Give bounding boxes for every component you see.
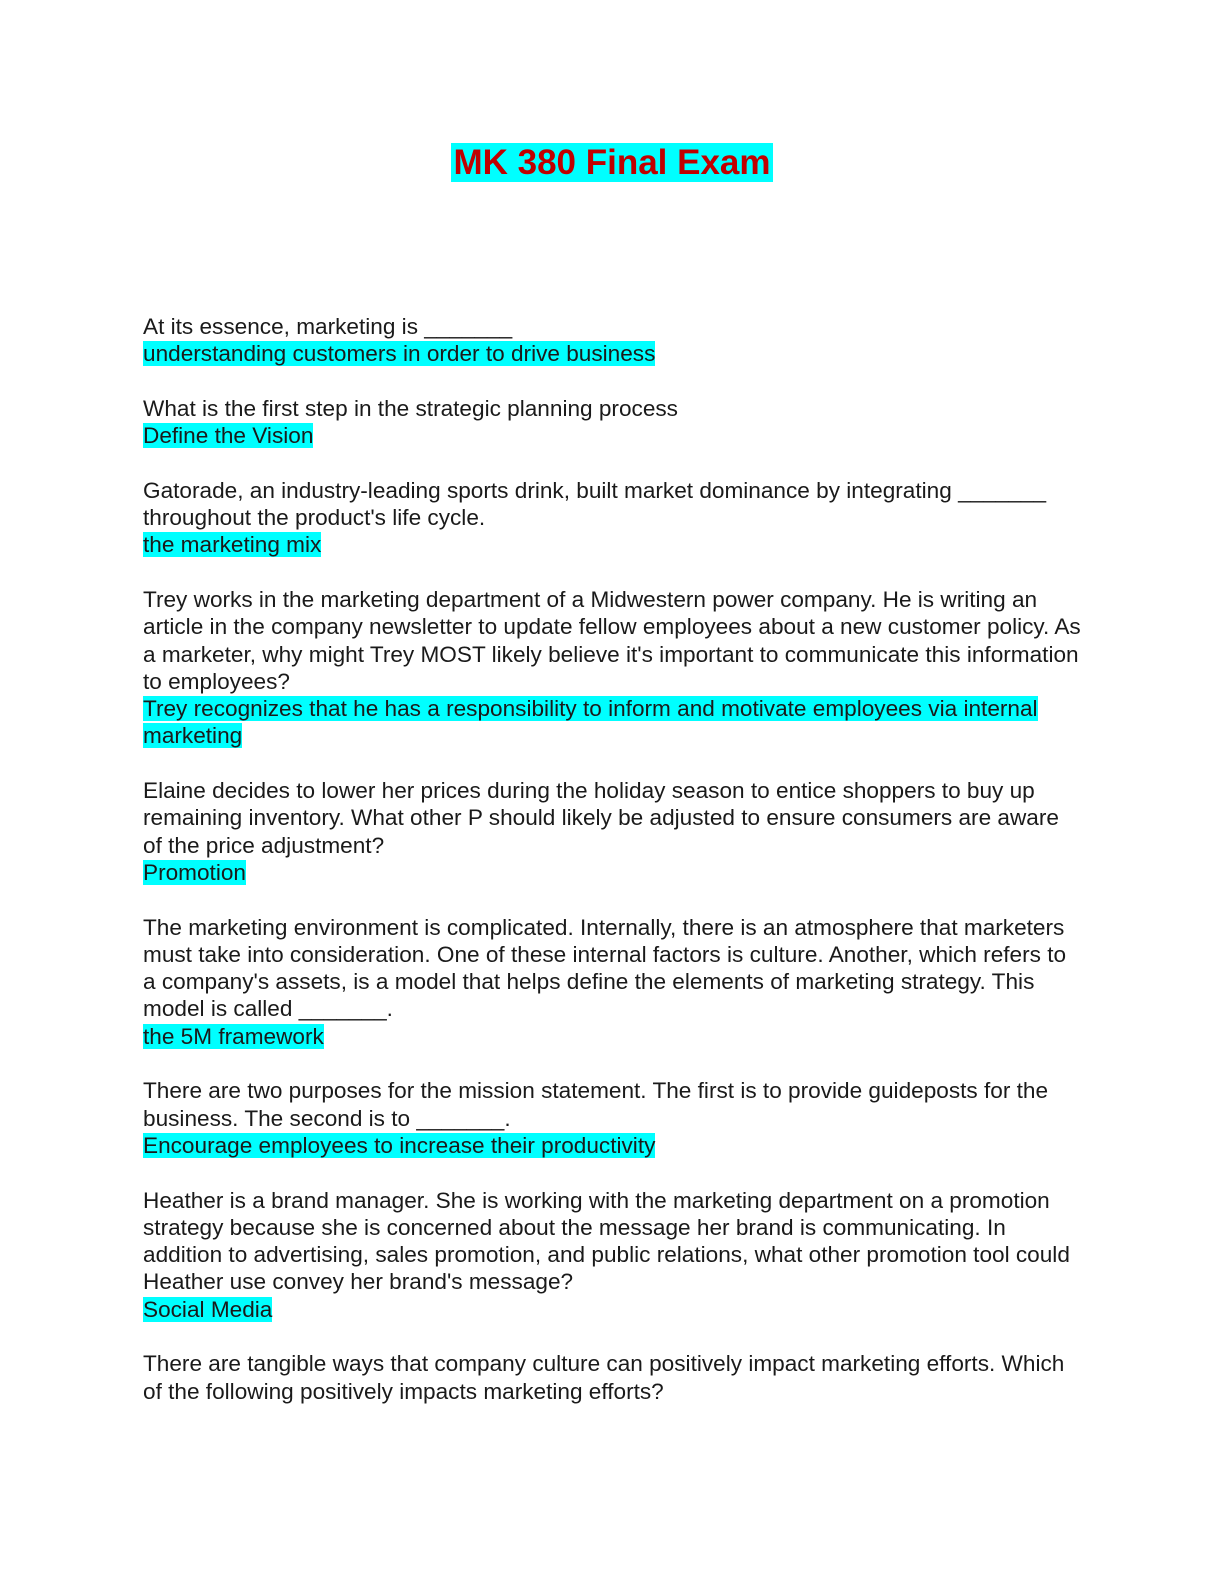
answer-highlight: Social Media [143,1296,273,1322]
answer-text [143,1296,1083,1323]
answer-highlight: understanding customers in order to drive business [143,341,656,367]
answer-highlight: the marketing mix [143,532,322,558]
qa-item [143,1077,1083,1159]
qa-item [143,777,1083,886]
answer-text [143,422,1083,449]
question-text: At its essence, marketing is _______ [143,314,513,339]
question-text: Elaine decides to lower her prices during the holiday season to entice shoppers to buy up remaining inventory. What other P should likely be adjusted to ensure consumers are aware of the price adjustment? [143,778,1059,858]
answer-text [143,531,1083,558]
question-text: Heather is a brand manager. She is working with the marketing department on a promotion strategy because she is concerned about the message her brand is communicating. In addition to advertising, sales promotion, and public relations, what other promotion tool could Heather use convey her brand's message? [143,1187,1070,1295]
answer-text [143,695,1083,750]
answer-highlight: Encourage employees to increase their productivity [143,1132,656,1158]
answer-text [143,859,1083,886]
question-text: There are tangible ways that company culture can positively impact marketing efforts. Which of the following positively impacts marketing efforts? [143,1351,1065,1404]
question-text: What is the first step in the strategic planning process [143,395,678,421]
qa-item [143,914,1083,1050]
page-title [0,142,1224,184]
answer-text [143,1132,1083,1159]
answer-text [143,1023,1083,1050]
qa-item [143,477,1083,559]
question-text: Trey works in the marketing department of a Midwestern power company. He is writing an article in the company newsletter to update fellow employees about a new customer policy. As a marketer, why might Trey MOST likely believe it's important to communicate this information to employees? [143,586,1081,694]
question-text: The marketing environment is complicated. Internally, there is an atmosphere that marketers must take into consideration. One of these internal factors is culture. Another, which refers to a company's assets, is a model that helps define the elements of marketing strategy. This model is called _______. [143,914,1067,1022]
question-list [143,313,1083,1432]
question-text: Gatorade, an industry-leading sports drink, built market dominance by integrating _______ throughout the product's life cycle. [143,477,1047,531]
page-title-text: MK 380 Final Exam [453,143,771,182]
answer-highlight: the 5M framework [143,1023,324,1049]
qa-item [143,395,1083,450]
qa-item [143,586,1083,750]
qa-item [143,313,1083,368]
answer-highlight: Promotion [143,859,246,885]
answer-text [143,340,1083,367]
answer-highlight: Define the Vision [143,423,314,449]
answer-highlight: Trey recognizes that he has a responsibility to inform and motivate employees via internal marketing [143,696,1038,749]
qa-item [143,1350,1083,1405]
qa-item [143,1187,1083,1323]
question-text: There are two purposes for the mission statement. The first is to provide guideposts for the business. The second is to _______. [143,1078,1049,1131]
